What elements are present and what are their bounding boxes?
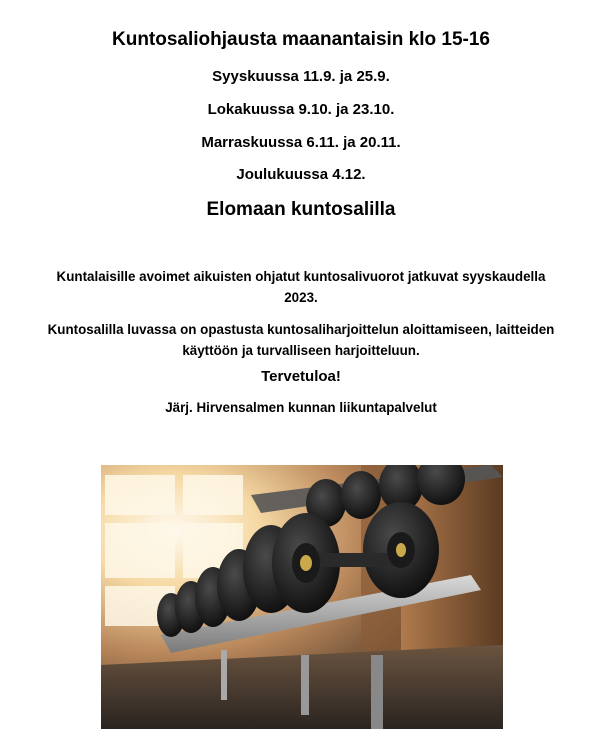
date-september: Syyskuussa 11.9. ja 25.9. <box>212 68 390 85</box>
intro-paragraph <box>0 266 602 308</box>
intro-line-2: 2023. <box>284 290 318 305</box>
guidance-line-1: Kuntosalilla luvassa on opastusta kuntosaliharjoittelun aloittamiseen, laitteiden <box>47 322 555 337</box>
poster-title: Kuntosaliohjausta maanantaisin klo 15-16 <box>112 29 490 50</box>
organizer-text: Järj. Hirvensalmen kunnan liikuntapalvelut <box>165 400 437 415</box>
guidance-paragraph <box>0 319 602 361</box>
date-november: Marraskuussa 6.11. ja 20.11. <box>201 134 401 151</box>
date-december: Joulukuussa 4.12. <box>236 166 366 183</box>
intro-line-1: Kuntalaisille avoimet aikuisten ohjatut kuntosalivuorot jatkuvat syyskaudella <box>56 269 546 284</box>
dumbbell-rack-photo <box>101 465 503 729</box>
date-october: Lokakuussa 9.10. ja 23.10. <box>207 101 395 118</box>
welcome-text: Tervetuloa! <box>261 368 341 385</box>
guidance-line-2: käyttöön ja turvalliseen harjoitteluun. <box>182 343 420 358</box>
location-heading: Elomaan kuntosalilla <box>206 199 396 220</box>
